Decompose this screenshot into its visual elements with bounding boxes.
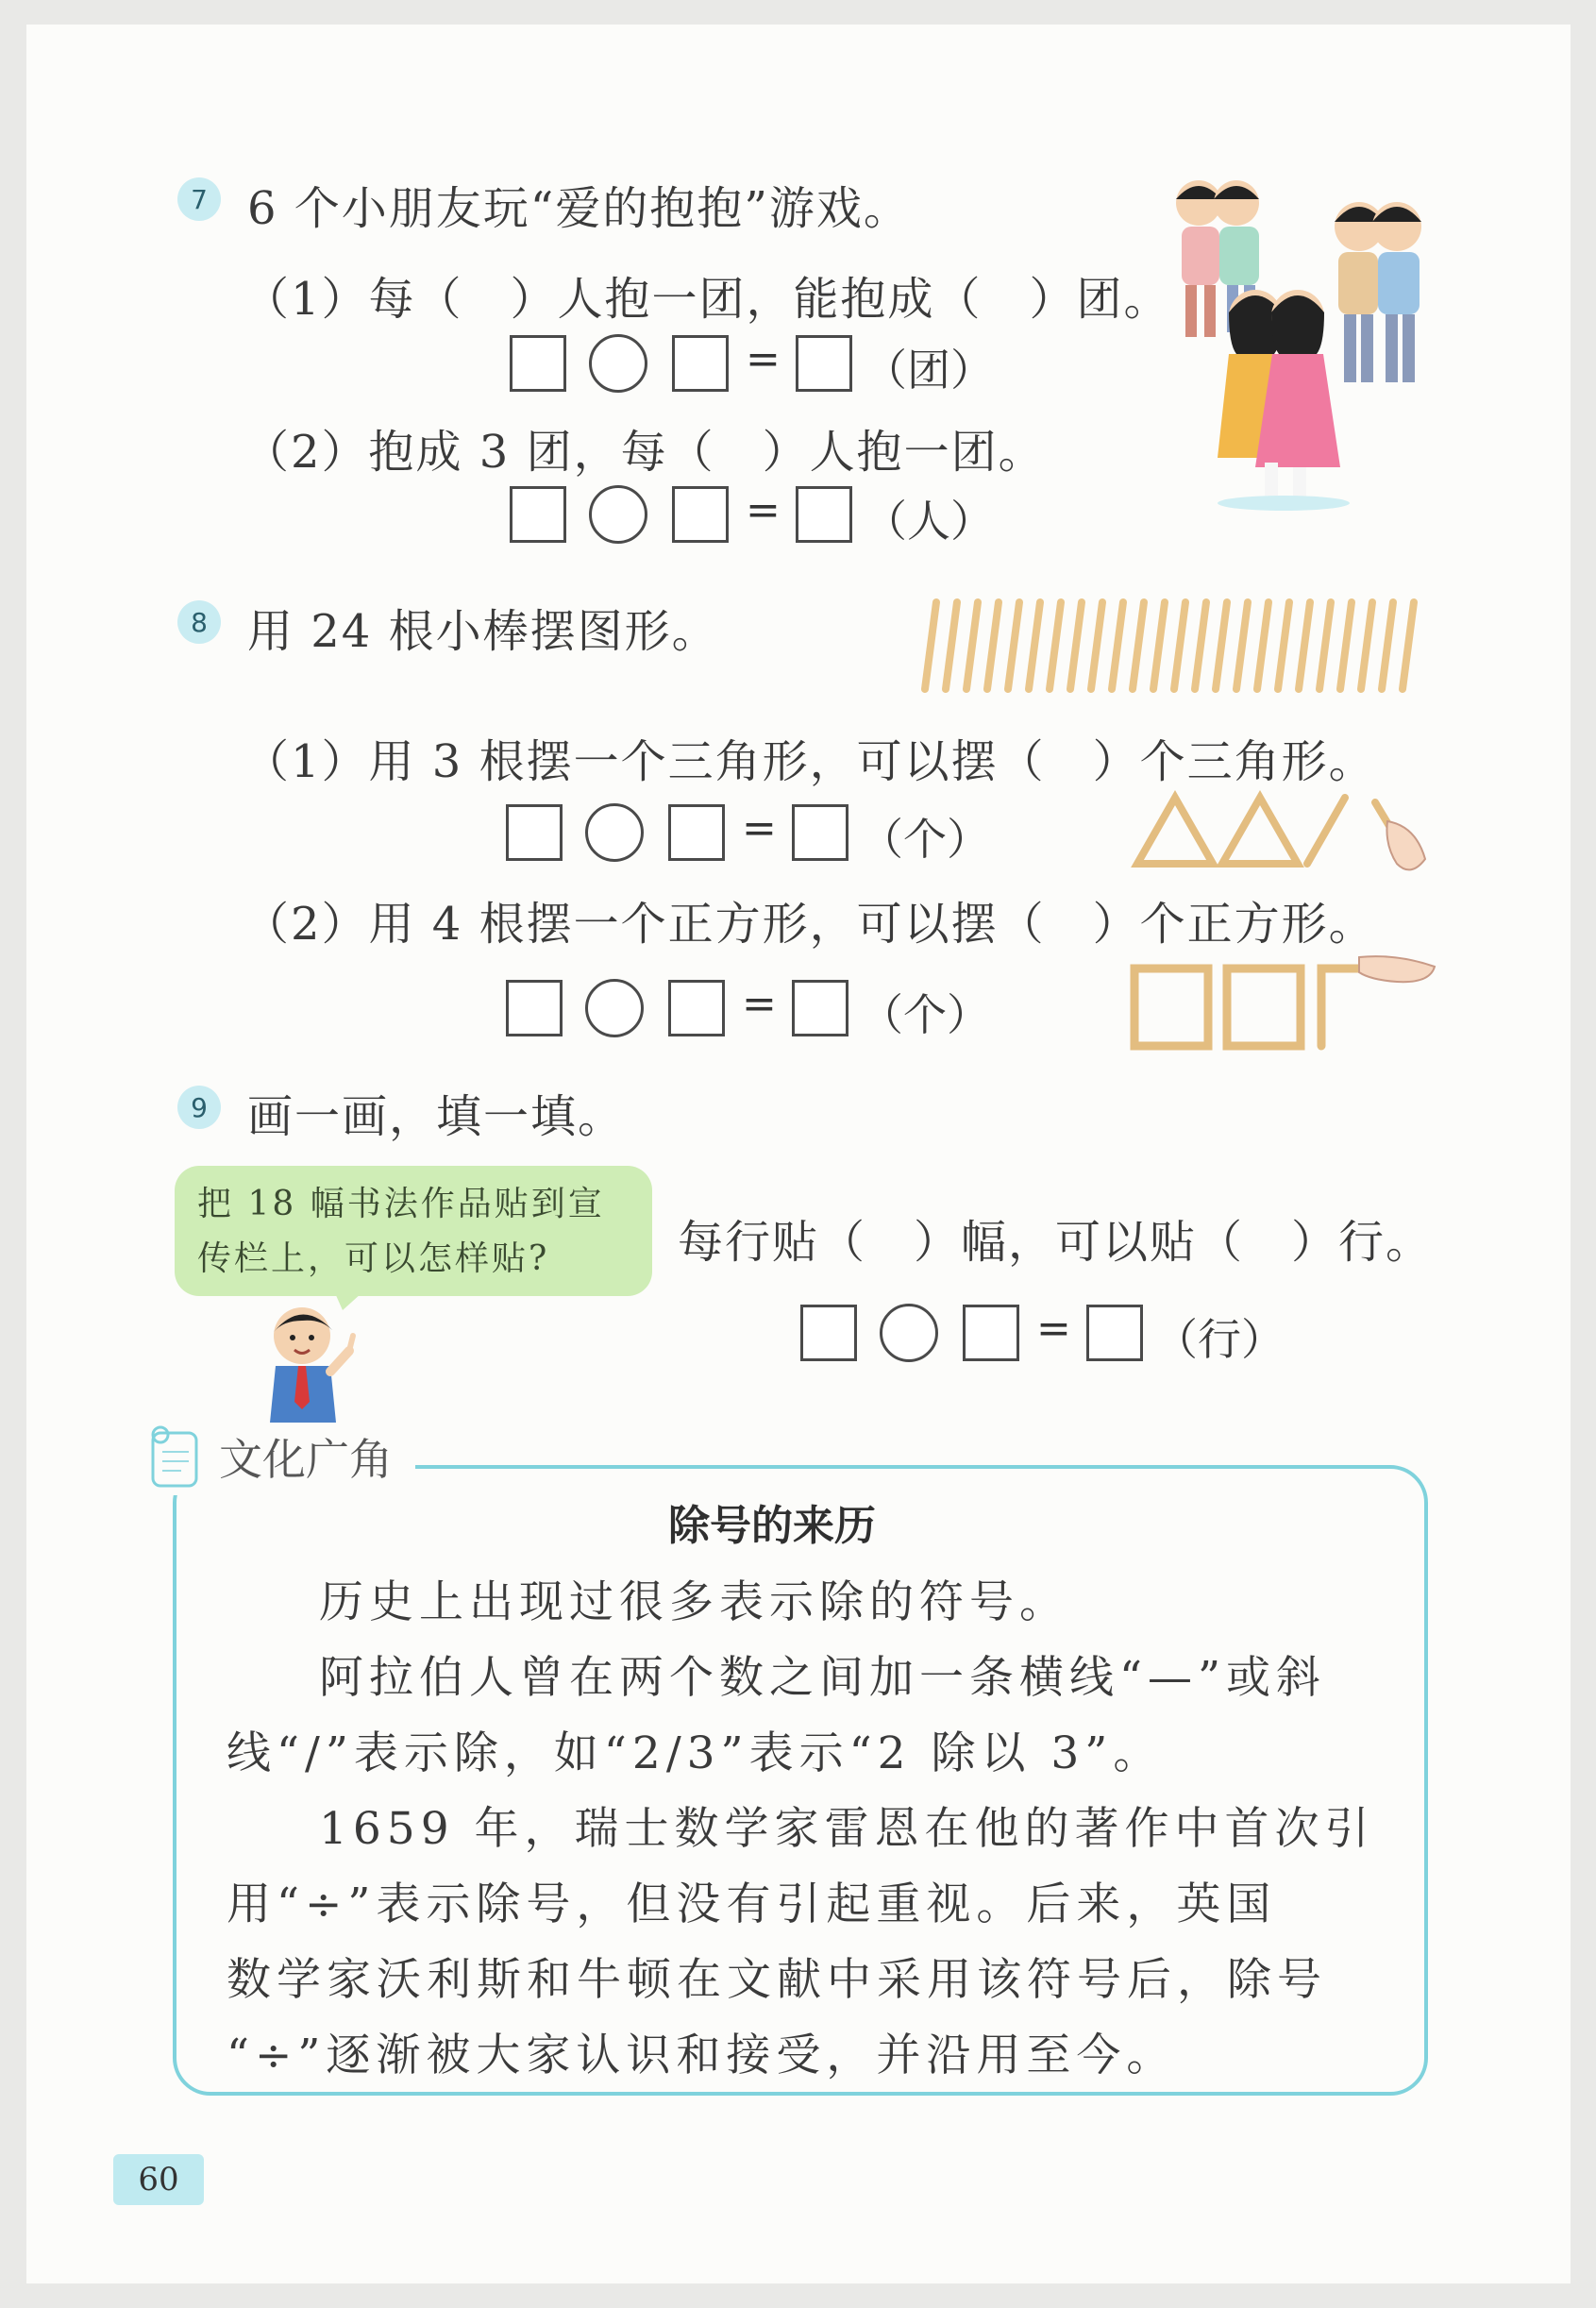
stick	[1174, 602, 1185, 689]
question-9-title: 画一画，填一填。	[247, 1090, 626, 1143]
question-7-part-1: （1）每（ ）人抱一团，能抱成（ ）团。	[244, 273, 1171, 326]
culture-line: 阿拉伯人曾在两个数之间加一条横线“—”或斜	[319, 1652, 1327, 1704]
stick	[1008, 602, 1019, 689]
answer-box[interactable]	[668, 804, 725, 861]
equals-sign: =	[746, 335, 781, 383]
operator-circle[interactable]	[585, 979, 644, 1037]
equals-sign: =	[746, 486, 781, 534]
sticks-bundle-illustration	[906, 595, 1435, 699]
operator-circle[interactable]	[589, 334, 647, 393]
question-number-9: 9	[177, 1086, 221, 1129]
operator-circle[interactable]	[585, 803, 644, 862]
question-7-part-2: （2）抱成 3 团，每（ ）人抱一团。	[244, 426, 1046, 479]
culture-line: 数学家沃利斯和牛顿在文献中采用该符号后，除号	[227, 1954, 1327, 2006]
stick	[925, 602, 936, 689]
squares-illustration	[1123, 953, 1444, 1057]
unit-label: （行）	[1154, 1314, 1285, 1365]
equals-sign: =	[1036, 1305, 1071, 1353]
stick	[987, 602, 999, 689]
answer-box[interactable]	[800, 1305, 857, 1361]
question-8-part-1: （1）用 3 根摆一个三角形，可以摆（ ）个三角形。	[244, 735, 1376, 788]
stick	[1070, 602, 1082, 689]
stick	[1340, 602, 1352, 689]
answer-box[interactable]	[668, 980, 725, 1036]
culture-header: 文化广角	[219, 1434, 393, 1485]
scroll-icon	[143, 1424, 210, 1491]
stick	[1299, 602, 1310, 689]
unit-label: （人）	[864, 496, 994, 547]
question-8-title: 用 24 根小棒摆图形。	[247, 605, 719, 658]
culture-line: 用“÷”表示除号，但没有引起重视。后来，英国	[227, 1878, 1277, 1930]
unit-label: （个）	[860, 814, 990, 865]
answer-box[interactable]	[506, 980, 563, 1036]
stick	[1319, 602, 1331, 689]
boy-illustration	[255, 1298, 368, 1430]
question-8-part-2: （2）用 4 根摆一个正方形，可以摆（ ）个正方形。	[244, 898, 1376, 951]
culture-line: 线“/”表示除，如“2/3”表示“2 除以 3”。	[227, 1727, 1164, 1779]
stick	[966, 602, 978, 689]
unit-label: （个）	[860, 989, 990, 1040]
speech-bubble	[175, 1166, 652, 1296]
culture-line: 1659 年，瑞士数学家雷恩在他的著作中首次引	[319, 1803, 1375, 1855]
answer-box[interactable]	[792, 804, 848, 861]
stick	[1257, 602, 1268, 689]
equals-sign: =	[742, 980, 777, 1028]
stick	[1382, 602, 1393, 689]
operator-circle[interactable]	[589, 485, 647, 544]
equals-sign: =	[742, 804, 777, 852]
unit-label: （团）	[864, 345, 994, 396]
answer-box[interactable]	[963, 1305, 1019, 1361]
stick	[1361, 602, 1372, 689]
question-number-7: 7	[177, 177, 221, 221]
stick	[1236, 602, 1248, 689]
answer-box[interactable]	[1086, 1305, 1143, 1361]
culture-line: “÷”逐渐被大家认识和接受，并沿用至今。	[227, 2030, 1177, 2081]
stick	[1195, 602, 1206, 689]
operator-circle[interactable]	[880, 1304, 938, 1362]
stick	[1112, 602, 1123, 689]
stick	[1133, 602, 1144, 689]
answer-box[interactable]	[506, 804, 563, 861]
stick	[1216, 602, 1227, 689]
answer-box[interactable]	[792, 980, 848, 1036]
stick	[1403, 602, 1414, 689]
stick	[946, 602, 957, 689]
answer-box[interactable]	[796, 335, 852, 392]
question-number-8: 8	[177, 600, 221, 644]
question-7-title: 6 个小朋友玩“爱的抱抱”游戏。	[247, 182, 911, 235]
stick	[1050, 602, 1061, 689]
answer-box[interactable]	[510, 335, 566, 392]
answer-box[interactable]	[510, 486, 566, 543]
stick	[1029, 602, 1040, 689]
bubble-line-1: 把 18 幅书法作品贴到宣	[197, 1185, 605, 1223]
culture-title: 除号的来历	[668, 1502, 876, 1550]
culture-line: 历史上出现过很多表示除的符号。	[319, 1576, 1069, 1628]
answer-box[interactable]	[796, 486, 852, 543]
answer-box[interactable]	[672, 335, 729, 392]
stick	[1153, 602, 1165, 689]
page-number: 60	[113, 2154, 204, 2205]
children-hugging-illustration	[1161, 175, 1453, 514]
triangles-illustration	[1128, 783, 1439, 887]
answer-box[interactable]	[672, 486, 729, 543]
bubble-line-2: 传栏上，可以怎样贴?	[197, 1239, 550, 1278]
question-9-prompt: 每行贴（ ）幅，可以贴（ ）行。	[678, 1216, 1434, 1269]
stick	[1278, 602, 1289, 689]
stick	[1091, 602, 1102, 689]
